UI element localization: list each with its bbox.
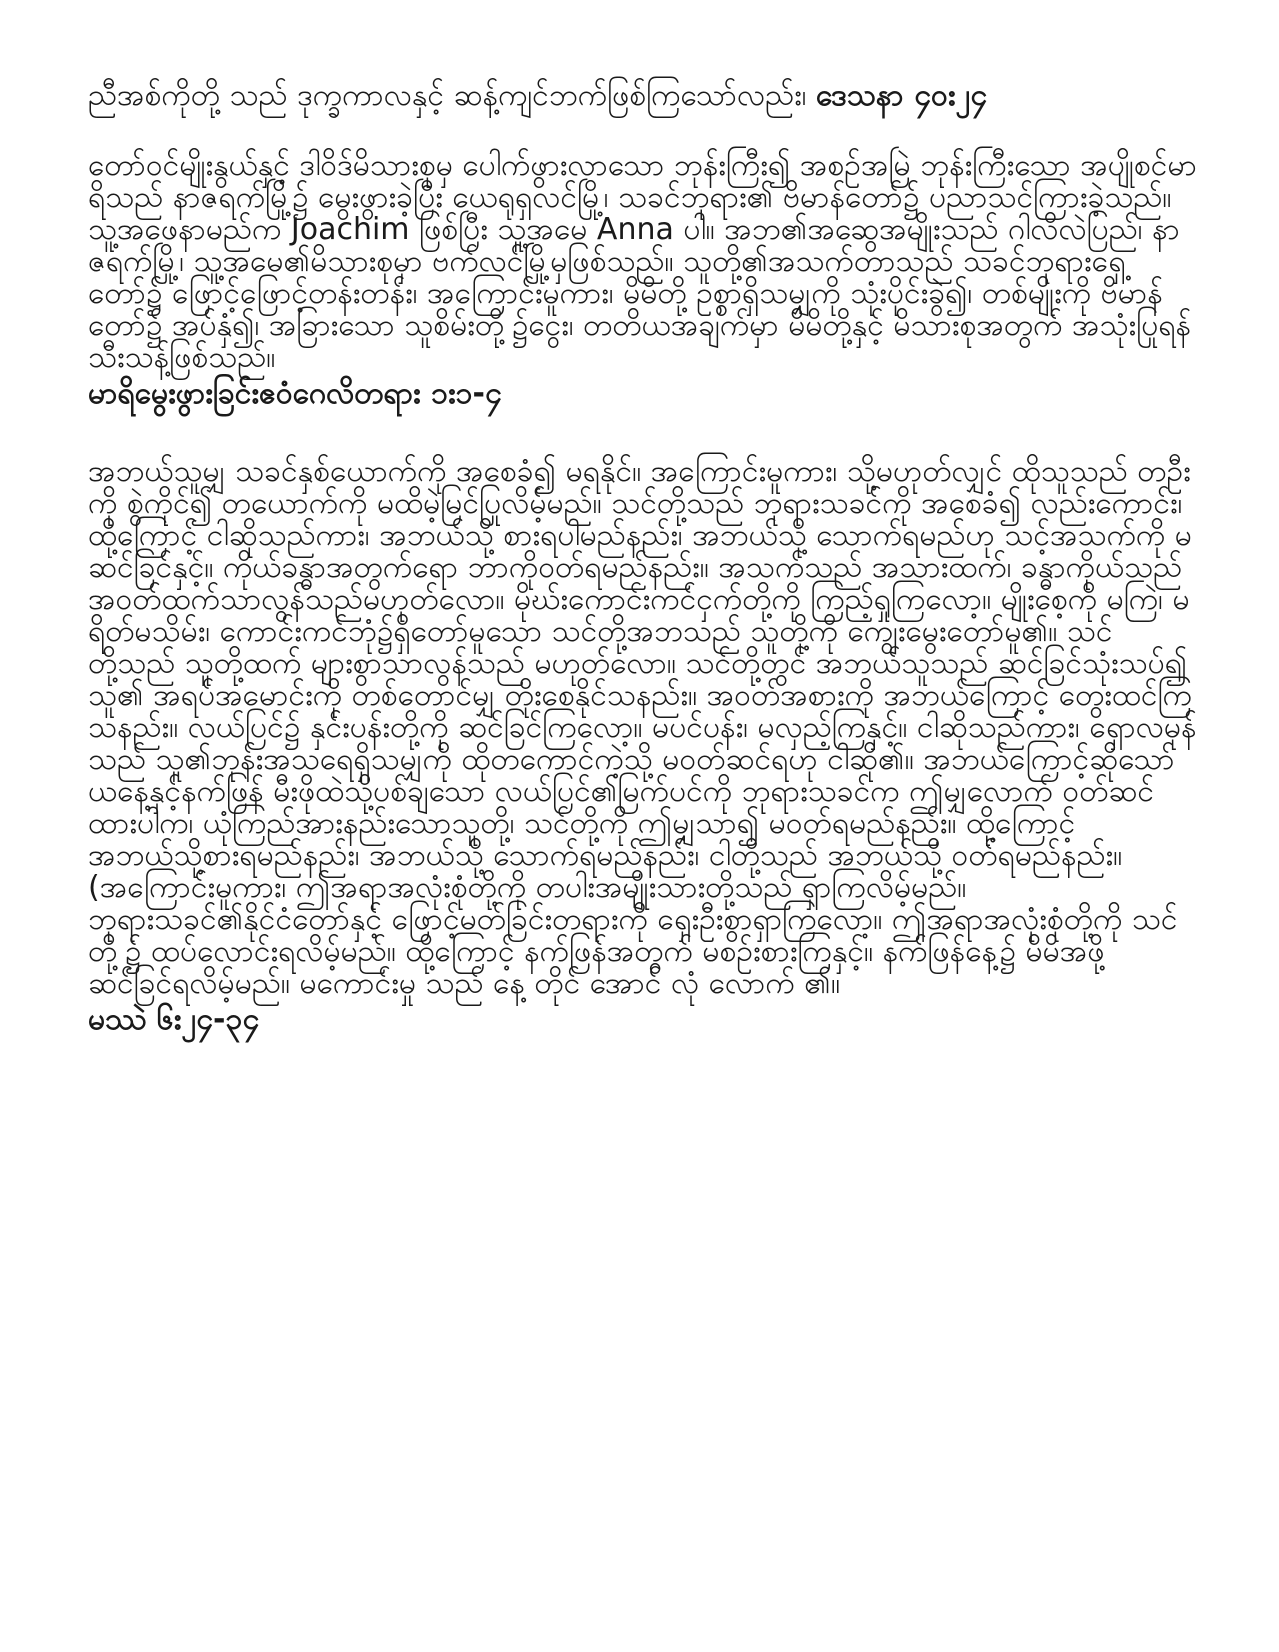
heading-reference: ဒေသနာ ၄၀း၂၄ xyxy=(816,78,988,113)
heading-text: ညီအစ်ကိုတို့ သည် ဒုက္ခကာလနှင့် ဆန့်ကျင်ဘက်ဖြစ်ကြသော်လည်း၊ xyxy=(88,78,807,113)
citation-mary: မာရိမွေးဖွားခြင်းဧဝံဂေလိတရား ၁း၁-၄ xyxy=(88,376,502,411)
citation-matthew: မဿဲ ၆း၂၄-၃၄ xyxy=(88,1002,260,1037)
page-heading xyxy=(88,74,1198,118)
document-page xyxy=(88,74,1198,1082)
paragraph-mary: တော်ဝင်မျိုးနွယ်နှင့် ဒါဝိဒ်မိသားစုမှ ပေါက်ဖွားလာသော ဘုန်းကြီး၍ အစဉ်အမြဲ ဘုန်းကြီးသော အပျိုစင်မာရိသည် နာဇရက်မြို့၌ မွေးဖွားခဲ့ပြီး ယေရုရှလင်မြို့၊ သခင်ဘုရား၏ ဗိမာန်တော်၌ ပညာသင်ကြားခဲ့သည်။ သူ့အဖေနာမည်က Joachim ဖြစ်ပြီး သူ့အမေ Anna ပါ။ အဘ၏အဆွေအမျိုးသည် ဂါလိလဲပြည်၊ နာဇရက်မြို့၊ သူ့အမေ၏မိသားစုမှာ ဗက်လင်မြို့မှဖြစ်သည်။ သူတို့၏အသက်တာသည် သခင်ဘုရားရှေ့တော်၌ ဖြောင့်ဖြောင့်တန်းတန်း၊ အကြောင်းမူကား၊ မိမိတို့ ဥစ္စာရှိသမျှကို သုံးပိုင်းခွဲ၍၊ တစ်မျိုးကို ဗိမာန်တော်၌ အပ်နှံ၍၊ အခြားသော သူစိမ်းတို့၌ငွေး၊ တတိယအချက်မှာ မိမိတို့နှင့် မိသားစုအတွက် အသုံးပြုရန် သီးသန့်ဖြစ်သည်။ xyxy=(88,148,1197,375)
paragraph-matthew: အဘယ်သူမျှ သခင်နှစ်ယောက်ကို အစေခံ၍ မရနိုင်။ အကြောင်းမူကား၊ သို့မဟုတ်လျှင် ထိုသူသည် တဦးကို စွဲကိုင်၍ တယောက်ကို မထိမဲ့မြင်ပြုလိမ့်မည်။ သင်တို့သည် ဘုရားသခင်ကို အစေခံ၍ လည်းကောင်း၊ ထို့ကြောင့် ငါဆိုသည်ကား၊ အဘယ်သို့ စားရပါမည်နည်း၊ အဘယ်သို့ သောက်ရမည်ဟု သင့်အသက်ကို မဆင်ခြင်နှင့်။ ကိုယ်ခန္ဓာအတွက်ရော ဘာကိုဝတ်ရမည်နည်း။ အသက်သည် အသားထက်၊ ခန္ဓာကိုယ်သည် အဝတ်ထက်သာလွန်သည်မဟုတ်လော။ မိုဃ်းကောင်းကင်ငှက်တို့ကို ကြည့်ရှုကြလော့။ မျိုးစေ့ကို မကြဲ၊ မရိတ်မသိမ်း၊ ကောင်းကင်ဘုံ၌ရှိတော်မူသော သင်တို့အဘသည် သူတို့ကို ကျွေးမွေးတော်မူ၏။ သင်တို့သည် သူတို့ထက် များစွာသာလွန်သည် မဟုတ်လော။ သင်တို့တွင် အဘယ်သူသည် ဆင်ခြင်သုံးသပ်၍ သူ၏ အရပ်အမောင်းကို တစ်တောင်မျှ တိုးစေနိုင်သနည်း။ အဝတ်အစားကို အဘယ်ကြောင့် တွေးထင်ကြသနည်း။ လယ်ပြင်၌ နှင်းပန်းတို့ကို ဆင်ခြင်ကြလော့။ မပင်ပန်း၊ မလှည့်ကြနှင့်။ ငါဆိုသည်ကား၊ ရှောလမုန်သည် သူ၏ဘုန်းအသရေရှိသမျှကို ထိုတကောင်ကဲ့သို့ မဝတ်ဆင်ရဟု ငါဆို၏။ အဘယ်ကြောင့်ဆိုသော် ယနေ့နှင့်နက်ဖြန် မီးဖိုထဲသို့ပစ်ချသော လယ်ပြင်၏မြက်ပင်ကို ဘုရားသခင်က ဤမျှလောက် ဝတ်ဆင်ထားပါက၊ ယုံကြည်အားနည်းသောသူတို့၊ သင်တို့ကို ဤမျှသာ၍ မဝတ်ရမည်နည်း။ ထို့ကြောင့် အဘယ်သို့စားရမည်နည်း၊ အဘယ်သို့ သောက်ရမည်နည်း၊ ငါတို့သည် အဘယ်သို့ ဝတ်ရမည်နည်း။ (အကြောင်းမူကား၊ ဤအရာအလုံးစုံတို့ကို တပါးအမျိုးသားတို့သည် ရှာကြလိမ့်မည်။ ဘုရားသခင်၏နိုင်ငံတော်နှင့် ဖြောင့်မတ်ခြင်းတရားကို ရှေးဦးစွာရှာကြလော့။ ဤအရာအလုံးစုံတို့ကို သင်တို့၌ ထပ်လောင်းရလိမ့်မည်။ ထို့ကြောင့် နက်ဖြန်အတွက် မစဉ်းစားကြနှင့်။ နက်ဖြန်နေ့၌ မိမိအဖို့ ဆင်ခြင်ရလိမ့်မည်။ မကောင်းမှု သည် နေ့ တိုင် အောင် လုံ လောက် ၏။ xyxy=(88,454,1197,1001)
